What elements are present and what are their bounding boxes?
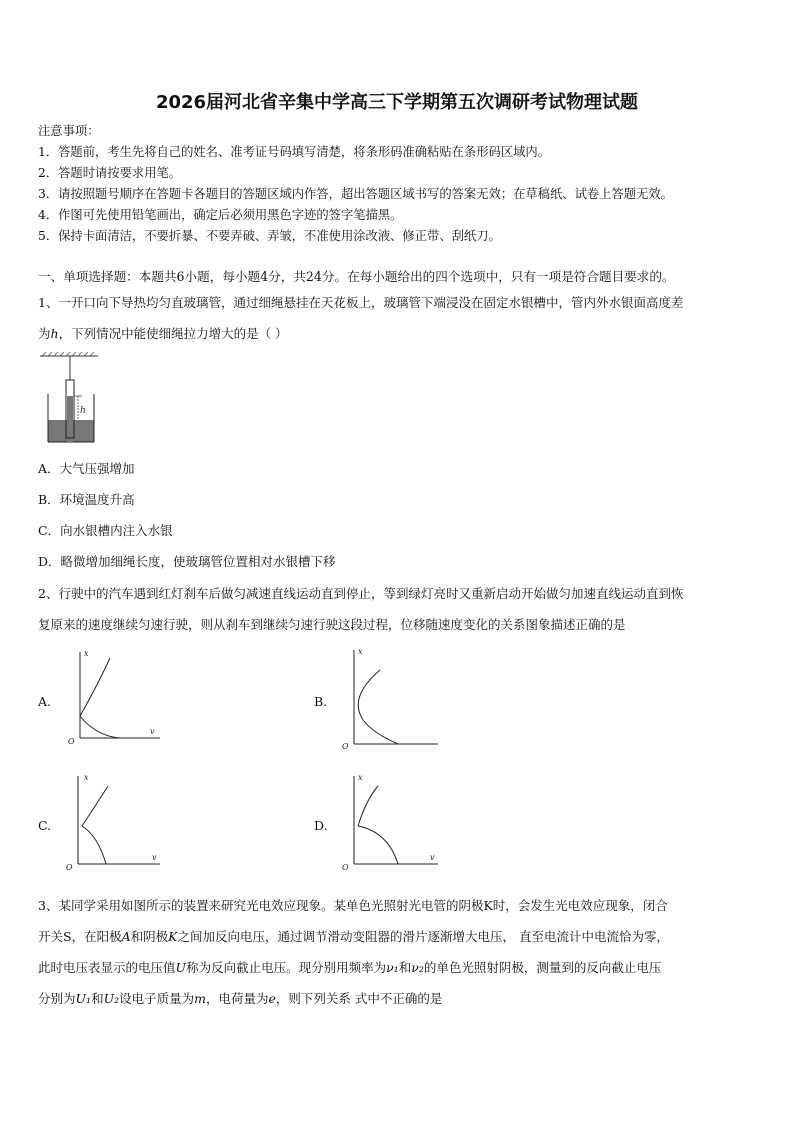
- q1-option-b: B．环境温度升高: [38, 492, 135, 507]
- q3-stem-line3: 此时电压表显示的电压值U称为反向截止电压。现分别用频率为ν₁和ν₂的单色光照射阴极，测量到的反向截止电压: [38, 960, 662, 975]
- x-axis-label: v: [430, 853, 435, 862]
- q2-option-d-label: D.: [314, 818, 328, 833]
- x-axis-label: v: [150, 727, 155, 736]
- q2-stem-line1: 2、行驶中的汽车遇到红灯刹车后做匀减速直线运动直到停止，等到绿灯亮时又重新启动开始做匀加速直线运动直到恢: [38, 586, 684, 601]
- origin-label: O: [66, 863, 73, 872]
- q2-option-b-label: B.: [314, 694, 328, 709]
- origin-label: O: [342, 863, 349, 872]
- notice-item: 4．作图可先使用铅笔画出，确定后必须用黑色字迹的签字笔描黑。: [38, 208, 403, 222]
- y-axis-label: x: [358, 773, 363, 782]
- q2-graph-c: [64, 772, 164, 872]
- q2-graph-d: [342, 772, 442, 872]
- origin-label: O: [68, 737, 75, 746]
- q1-option-a: A．大气压强增加: [38, 461, 135, 476]
- notice-item: 2．答题时请按要求用笔。: [38, 166, 182, 180]
- q1-stem-line2: 为h，下列情况中能使细绳拉力增大的是（ ）: [38, 326, 288, 341]
- notice-item: 5．保持卡面清洁，不要折暴、不要弄破、弄皱，不准使用涂改液、修正带、刮纸刀。: [38, 229, 501, 243]
- q1-option-d: D．略微增加细绳长度，使玻璃管位置相对水银槽下移: [38, 554, 336, 569]
- h-label: h: [80, 406, 86, 416]
- q1-stem-line1: 1、一开口向下导热均匀直玻璃管，通过细绳悬挂在天花板上，玻璃管下端浸没在固定水银槽中，管内外水银面高度差: [38, 295, 684, 310]
- q3-stem-line4: 分别为U₁和U₂设电子质量为m，电荷量为e，则下列关系 式中不正确的是: [38, 991, 443, 1006]
- x-axis-label: v: [152, 853, 157, 862]
- q2-option-a-label: A.: [38, 694, 52, 709]
- q1-tube-diagram: [40, 352, 100, 444]
- origin-label: O: [342, 742, 349, 750]
- q1-option-c: C．向水银槽内注入水银: [38, 523, 173, 538]
- q3-stem-line2: 开关S，在阳极A和阴极K之间加反向电压，通过调节滑动变阻器的滑片逐渐增大电压， 直至电流计中电流恰为零，: [38, 929, 669, 944]
- q2-graph-a: [68, 648, 164, 746]
- y-axis-label: x: [358, 647, 363, 656]
- notice-item: 1．答题前，考生先将自己的姓名、准考证号码填写清楚，将条形码准确粘贴在条形码区域内。: [38, 145, 550, 159]
- q3-stem-line1: 3、某同学采用如图所示的装置来研究光电效应现象。某单色光照射光电管的阴极K时，会发生光电效应现象，闭合: [38, 898, 668, 913]
- q2-option-c-label: C.: [38, 818, 52, 833]
- q2-stem-line2: 复原来的速度继续匀速行驶，则从刹车到继续匀速行驶这段过程，位移随速度变化的关系图象描述正确的是: [38, 617, 626, 632]
- notice-item: 3．请按照题号顺序在答题卡各题目的答题区域内作答，超出答题区域书写的答案无效；在草稿纸、试卷上答题无效。: [38, 187, 673, 201]
- section-heading: 一、单项选择题：本题共6小题，每小题4分，共24分。在每小题给出的四个选项中，只有一项是符合题目要求的。: [38, 269, 675, 284]
- notice-heading: 注意事项：: [38, 124, 100, 138]
- y-axis-label: x: [84, 773, 89, 782]
- q2-graph-b: [342, 646, 442, 750]
- page-title: 2026届河北省辛集中学高三下学期第五次调研考试物理试题: [155, 92, 639, 113]
- y-axis-label: x: [84, 649, 89, 658]
